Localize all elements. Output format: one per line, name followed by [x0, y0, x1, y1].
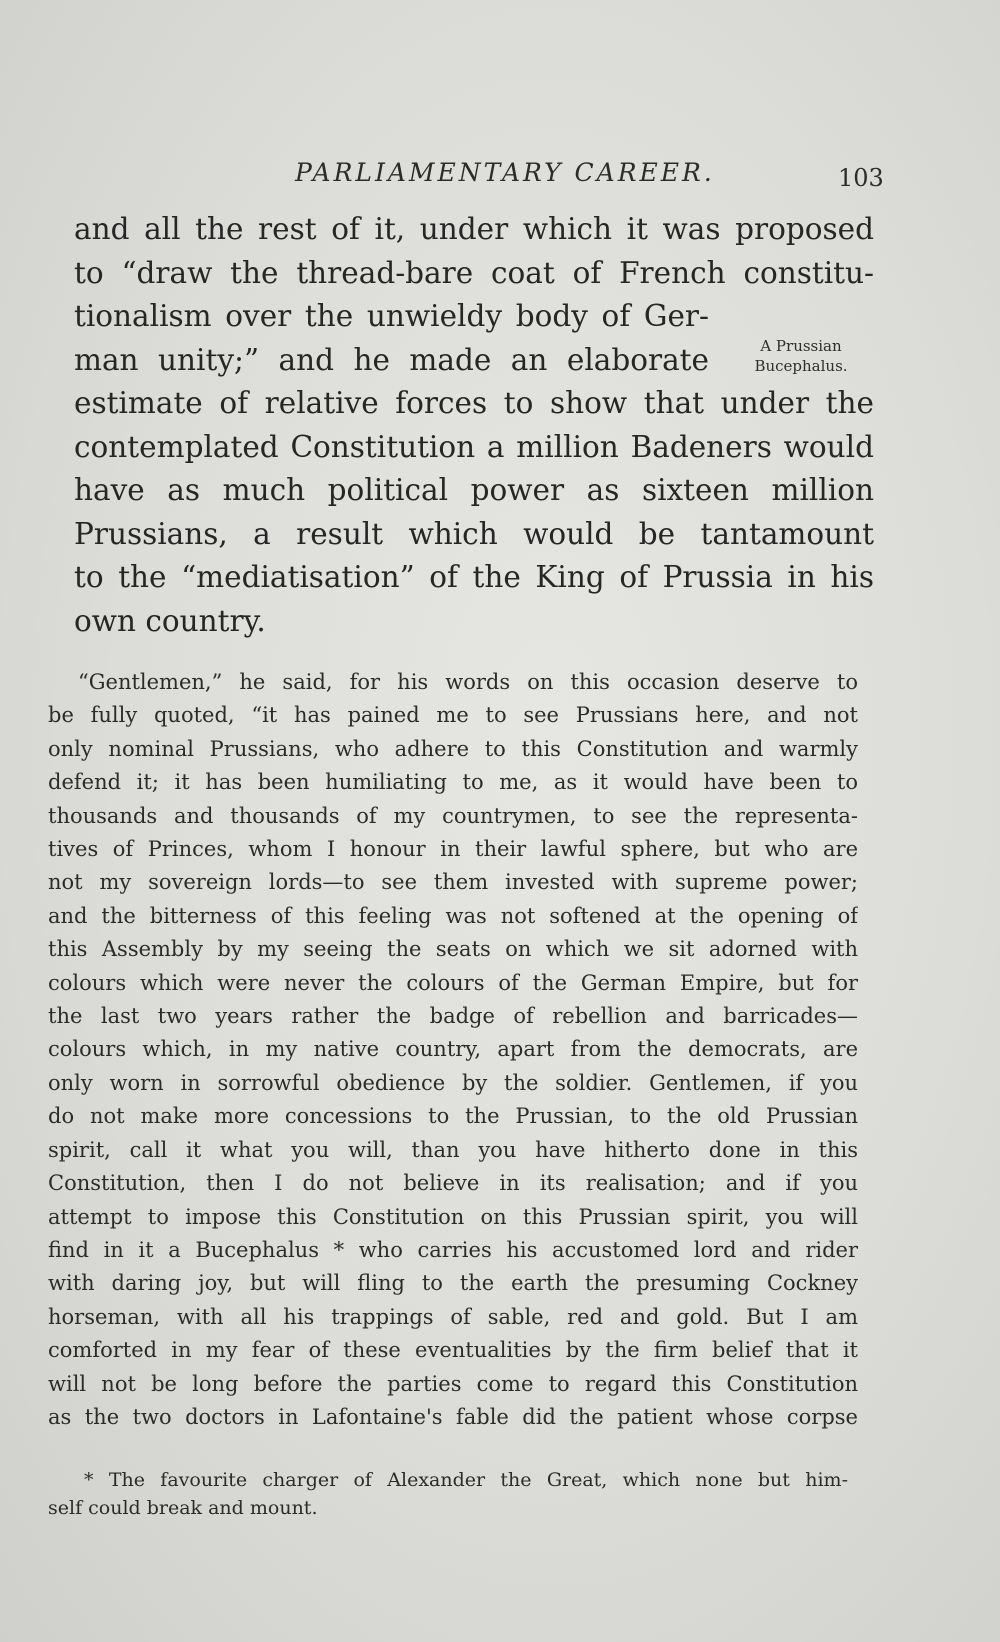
main-line: to “draw the thread-bare coat of French constitu- [74, 255, 874, 290]
quote-line: horseman, with all his trappings of sable, red and gold. But I am [48, 1304, 858, 1329]
margin-note-line: A Prussian [760, 337, 842, 355]
quote-line: colours which, in my native country, apart from the democrats, are [48, 1037, 858, 1062]
main-line: have as much political power as sixteen million [74, 473, 874, 507]
quote-line: the last two years rather the badge of rebellion and barricades— [48, 1004, 858, 1029]
quote-line: only nominal Prussians, who adhere to this Constitution and warmly [48, 736, 858, 761]
quote-line: “Gentlemen,” he said, for his words on this occasion deserve to [78, 670, 858, 694]
quote-line: comforted in my fear of these eventualities by the firm belief that it [48, 1338, 858, 1363]
quote-line: this Assembly by my seeing the seats on which we sit adorned with [48, 937, 858, 962]
quote-paragraph [48, 666, 858, 1434]
footnote-line: self could break and mount. [48, 1497, 318, 1519]
main-line: tionalism over the unwieldy body of Ger- [74, 299, 709, 333]
main-line: man unity;” and he made an elaborate [74, 342, 709, 377]
main-line: own country. [74, 603, 266, 638]
quote-line: only worn in sorrowful obedience by the soldier. Gentlemen, if you [48, 1070, 858, 1095]
main-paragraph [74, 208, 874, 643]
main-line: contemplated Constitution a million Badeners would [74, 429, 874, 464]
main-line: and all the rest of it, under which it was proposed [74, 212, 874, 246]
running-title: PARLIAMENTARY CAREER. [295, 158, 715, 187]
quote-line: not my sovereign lords—to see them invested with supreme power; [48, 870, 858, 895]
quote-line: will not be long before the parties come to regard this Constitution [48, 1371, 858, 1396]
quote-line: attempt to impose this Constitution on this Prussian spirit, you will [48, 1204, 858, 1229]
main-line: Prussians, a result which would be tantamount [74, 516, 874, 551]
margin-note [736, 336, 866, 376]
main-line: to the “mediatisation” of the King of Prussia in his [74, 560, 874, 594]
quote-line: do not make more concessions to the Prussian, to the old Prussian [48, 1104, 858, 1129]
footnote-line: * The favourite charger of Alexander the Great, which none but him- [84, 1469, 848, 1491]
quote-line: spirit, call it what you will, than you have hitherto done in this [48, 1137, 858, 1162]
margin-note-line: Bucephalus. [754, 357, 848, 375]
quote-line: thousands and thousands of my countrymen, to see the representa- [48, 803, 858, 828]
quote-line: colours which were never the colours of the German Empire, but for [48, 970, 858, 995]
quote-line: defend it; it has been humiliating to me, as it would have been to [48, 770, 858, 795]
quote-line: Constitution, then I do not believe in its realisation; and if you [48, 1171, 858, 1196]
footnote [48, 1466, 848, 1522]
quote-line: be fully quoted, “it has pained me to see Prussians here, and not [48, 703, 858, 728]
quote-line: with daring joy, but will fling to the earth the presuming Cockney [48, 1271, 858, 1296]
quote-line: find in it a Bucephalus * who carries his accustomed lord and rider [48, 1237, 858, 1262]
main-line: estimate of relative forces to show that under the [74, 386, 874, 420]
page-number: 103 [838, 164, 884, 192]
quote-line: as the two doctors in Lafontaine's fable did the patient whose corpse [48, 1404, 858, 1429]
quote-line: and the bitterness of this feeling was not softened at the opening of [48, 903, 858, 928]
quote-line: tives of Princes, whom I honour in their lawful sphere, but who are [48, 837, 858, 862]
